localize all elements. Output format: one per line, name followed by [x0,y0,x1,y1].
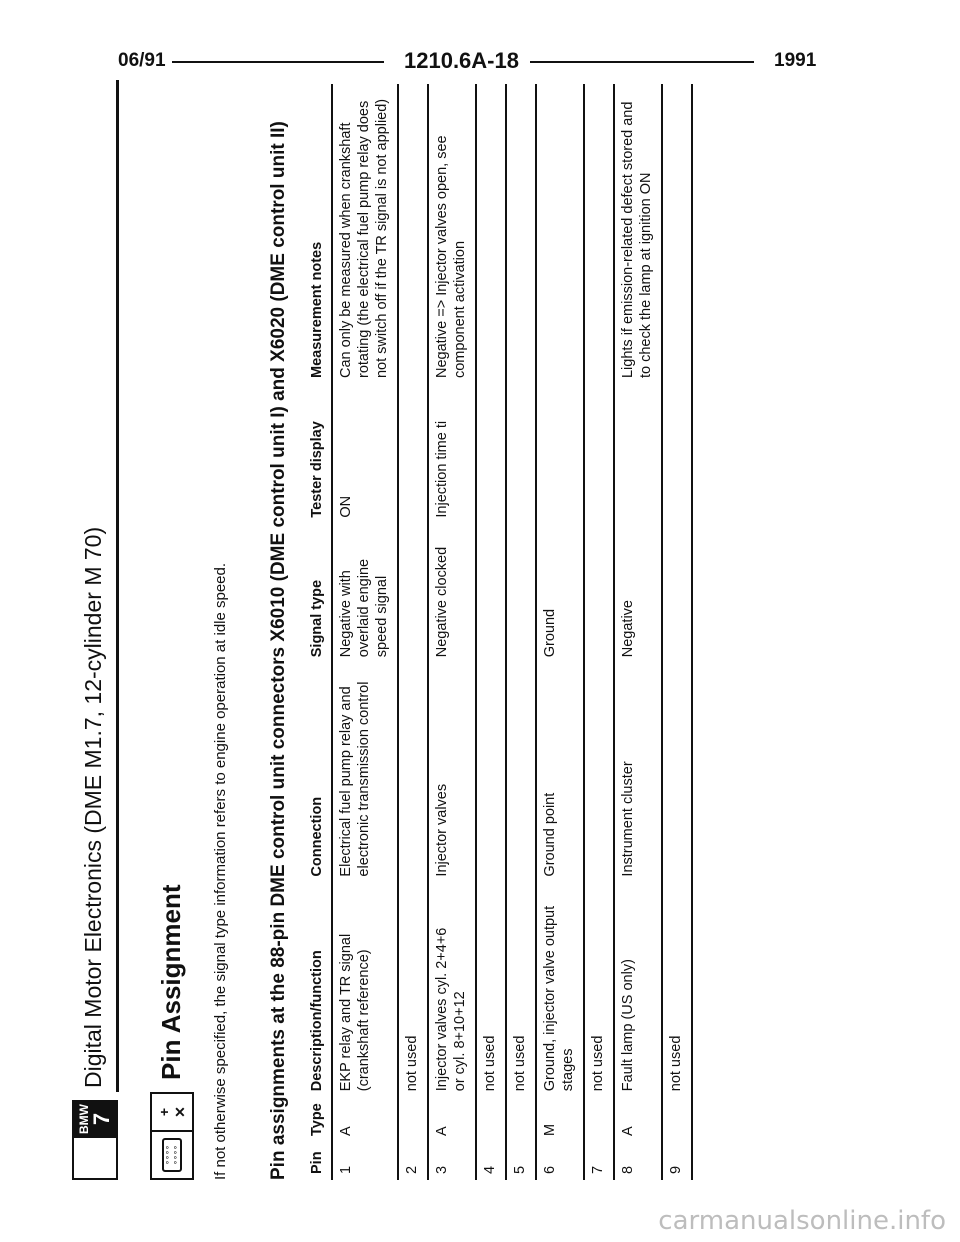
cell-pin: 4 [476,1142,506,1180]
col-header-type: Type [309,1103,325,1137]
cell-description: not used [584,883,614,1098]
cell-tester: ON [332,384,398,524]
section-title: Pin Assignment [156,884,186,1080]
cell-description: not used [398,883,428,1098]
cell-type [476,1097,506,1142]
cell-pin: 8 [614,1142,662,1180]
cell-connection [584,663,614,882]
cell-signal: Negative with overlaid engine speed signal [332,524,398,664]
cell-pin: 1 [332,1142,398,1180]
cell-description: EKP relay and TR signal (crankshaft reference) [332,883,398,1098]
cell-notes [584,84,614,384]
cell-notes [536,84,584,384]
cell-description: Fault lamp (US only) [614,883,662,1098]
cell-signal: Negative [614,524,662,664]
cell-connection [476,663,506,882]
table-row [398,84,428,1180]
cell-type [506,1097,536,1142]
cell-connection: Injector valves [428,663,476,882]
rotated-content [70,80,750,1180]
cell-notes [506,84,536,384]
cell-notes [662,84,692,384]
table-row [428,84,476,1180]
table-title: Pin assignments at the 88-pin DME control unit connectors X6010 (DME control unit I) and X6020 (DME control unit II) [268,121,289,1180]
logo-series-text: 7 [88,1112,114,1126]
cell-signal [398,524,428,664]
table-row [476,84,506,1180]
header-page-id: 1210.6A-18 [404,48,519,73]
plug-glyph-bottom: ✕ [172,1106,188,1118]
cell-type: A [332,1097,398,1142]
signal-note: If not otherwise specified, the signal type information refers to engine operation at idle speed. [212,562,229,1180]
cell-type: M [536,1097,584,1142]
header-date: 06/91 [118,50,166,71]
cell-type [584,1097,614,1142]
table-row [662,84,692,1180]
col-header-description: Description/function [309,950,325,1092]
bmw-logo [72,1100,118,1180]
cell-notes [476,84,506,384]
plug-icon [150,1092,194,1130]
cell-connection [506,663,536,882]
cell-notes: Negative => Injector valves open, see component activation [428,84,476,384]
connector-icon [150,1130,194,1180]
cell-signal [584,524,614,664]
cell-signal [476,524,506,664]
table-row [584,84,614,1180]
cell-connection [662,663,692,882]
document-title: Digital Motor Electronics (DME M1.7, 12-cylinder M 70) [80,526,106,1088]
cell-tester [662,384,692,524]
plug-glyph-top: + [156,1107,172,1117]
table-row [614,84,662,1180]
watermark: carmanualsonline.info [658,1206,946,1236]
running-header [0,40,960,80]
cell-description: not used [662,883,692,1098]
cell-type [662,1097,692,1142]
logo-badge [72,1100,118,1136]
cell-description: not used [506,883,536,1098]
col-header-notes: Measurement notes [309,241,325,379]
col-header-signal: Signal type [309,579,325,658]
cell-connection [398,663,428,882]
cell-tester [584,384,614,524]
cell-type: A [428,1097,476,1142]
table-row [332,84,398,1180]
pin-table [306,84,693,1180]
pin-assignment-icon [150,1090,194,1180]
cell-tester [536,384,584,524]
cell-connection: Ground point [536,663,584,882]
cell-pin: 6 [536,1142,584,1180]
cell-description: Injector valves cyl. 2+4+6 or cyl. 8+10+12 [428,883,476,1098]
cell-signal: Negative clocked [428,524,476,664]
table-row [506,84,536,1180]
cell-tester [614,384,662,524]
header-rule-left [172,61,384,63]
cell-tester [506,384,536,524]
table-header-row [306,84,332,1180]
col-header-connection: Connection [309,796,325,877]
cell-type [398,1097,428,1142]
header-year: 1991 [774,50,817,71]
cell-type: A [614,1097,662,1142]
cell-description: not used [476,883,506,1098]
cell-signal [662,524,692,664]
table-row [536,84,584,1180]
cell-pin: 5 [506,1142,536,1180]
cell-pin: 3 [428,1142,476,1180]
brand-row [70,80,122,1180]
cell-notes: Can only be measured when crankshaft rotating (the electrical fuel pump relay does not switch off if the TR signal is not applied) [332,84,398,384]
title-rule [116,80,119,1092]
logo-blank-box [72,1136,118,1180]
cell-pin: 9 [662,1142,692,1180]
cell-notes: Lights if emission-related defect stored and to check the lamp at ignition ON [614,84,662,384]
cell-tester [476,384,506,524]
cell-description: Ground, injector valve output stages [536,883,584,1098]
header-rule-right [530,61,754,63]
col-header-pin: Pin [309,1151,325,1174]
cell-notes [398,84,428,384]
connector-pins-icon: ∘∘∘∘ ∘∘∘∘ [162,1138,182,1172]
cell-signal: Ground [536,524,584,664]
cell-tester [398,384,428,524]
logo-brand-text: BMW [76,1104,91,1134]
col-header-tester: Tester display [309,421,325,518]
cell-connection: Electrical fuel pump relay and electronic transmission control [332,663,398,882]
cell-connection: Instrument cluster [614,663,662,882]
cell-tester: Injection time ti [428,384,476,524]
cell-pin: 2 [398,1142,428,1180]
cell-signal [506,524,536,664]
cell-pin: 7 [584,1142,614,1180]
